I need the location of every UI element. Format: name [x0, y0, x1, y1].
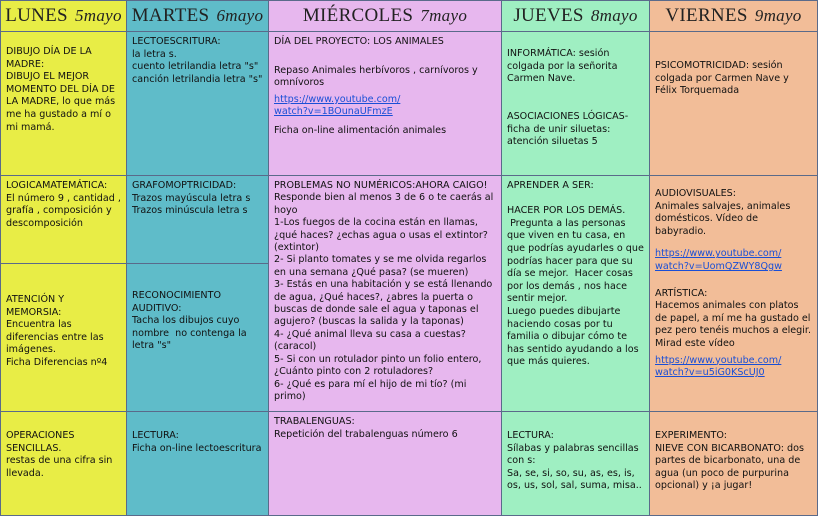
cell-text: LECTOESCRITURA: la letra s. cuento letrilandia letra "s" canción letrilandia letra "s": [132, 36, 263, 85]
cell-text: INFORMÁTICA: sesión colgada por la señorita Carmen Nave. ASOCIACIONES LÓGICAS-ficha de unir siluetas: atención siluetas 5: [507, 48, 629, 148]
miercoles-cell-4: [268, 411, 502, 516]
header-day: VIERNES: [665, 5, 748, 26]
cell-text: EXPERIMENTO: NIEVE CON BICARBONATO: dos partes de bicarbonato, una de agua (un poco de purpurina opcional) y ¡a jugar!: [655, 430, 804, 492]
viernes-cell-4: [649, 411, 818, 516]
cell-text: LOGICAMATEMÁTICA: El número 9 , cantidad , grafía , composición y descomposición: [6, 180, 121, 229]
header-day: JUEVES: [513, 5, 584, 26]
artistica-text: ARTÍSTICA: Hacemos animales con platos de papel, a mí me ha gustado el pez pero tenéis muchos a elegir. Mirad este vídeo: [655, 287, 812, 349]
header-viernes: [649, 0, 818, 32]
jueves-cell-2: [501, 175, 650, 412]
cell-text: DIBUJO DÍA DE LA MADRE: DIBUJO EL MEJOR MOMENTO DEL DÍA DE LA MADRE, lo que más me ha gustado a mí o mi mamá.: [6, 46, 116, 133]
audiovisuales-text: AUDIOVISUALES: Animales salvajes, animales domésticos. Vídeo de babyradio.: [655, 188, 791, 237]
header-day: MARTES: [131, 5, 210, 26]
cell-text-tail: Ficha on-line alimentación animales: [274, 124, 447, 136]
viernes-cell-2: [649, 175, 818, 412]
miercoles-cell-2: [268, 175, 502, 412]
lunes-cell-3: [0, 263, 127, 412]
header-date: 7mayo: [420, 6, 468, 25]
cell-text: LECTURA: Sílabas y palabras sencillas con s: Sa, se, si, so, su, as, es, is, os, us, sol, sal, suma, misa..: [507, 430, 642, 492]
cell-text: LECTURA: Ficha on-line lectoescritura: [132, 430, 262, 454]
header-martes: [126, 0, 269, 32]
martes-cell-2: [126, 175, 269, 264]
header-date: 9mayo: [754, 6, 802, 25]
cell-title: DÍA DEL PROYECTO: LOS ANIMALES: [274, 36, 444, 47]
header-lunes: [0, 0, 127, 32]
cell-text: PSICOMOTRICIDAD: sesión colgada por Carmen Nave y Félix Torquemada: [655, 60, 792, 97]
cell-text: RECONOCIMIENTO AUDITIVO: Tacha los dibujos cuyo nombre no contenga la letra "s": [132, 290, 247, 352]
header-date: 6mayo: [216, 6, 264, 25]
cell-text: TRABALENGUAS: Repetición del trabalenguas número 6: [274, 416, 458, 440]
lunes-cell-2: [0, 175, 127, 264]
cell-text: GRAFOMOPTRICIDAD: Trazos mayúscula letra s Trazos minúscula letra s: [132, 180, 251, 217]
lunes-cell-4: [0, 411, 127, 516]
header-jueves: [501, 0, 650, 32]
youtube-link[interactable]: https://www.youtube.com/watch?v=1BOunaUFmzE: [274, 93, 401, 118]
header-date: 5mayo: [74, 6, 122, 25]
cell-text: PROBLEMAS NO NUMÉRICOS:AHORA CAIGO! Responde bien al menos 3 de 6 o te caerás al hoyo 1-Los fuegos de la cocina están en llamas, ¿qué haces? ¿echas agua o usas el extintor? (extintor) 2- Si planto tomates y se me olvida regarlos en una semana ¿Qué pasa? (se mueren) 3- Estás en una habitación y se está llenando de agua, ¿Qué haces?, ¿abres la puerta o buscas de donde sale el agua y taponas el agujero? (buscas la salida y la taponas) 4- ¿Qué animal lleva su casa a cuestas? (caracol) 5- Si con un rotulador pinto un folio entero, ¿Cuánto pinto con 2 rotuladores? 6- ¿Qué es para mí el hijo de mi tío? (mi primo): [274, 180, 494, 402]
martes-cell-1: [126, 31, 269, 176]
header-date: 8mayo: [590, 6, 638, 25]
jueves-cell-4: [501, 411, 650, 516]
martes-cell-4: [126, 411, 269, 516]
cell-text: OPERACIONES SENCILLAS. restas de una cifra sin llevada.: [6, 430, 113, 479]
jueves-cell-1: [501, 31, 650, 176]
martes-cell-3: [126, 263, 269, 412]
youtube-link[interactable]: https://www.youtube.com/watch?v=u5iG0KScUJ0: [655, 354, 782, 379]
youtube-link[interactable]: https://www.youtube.com/watch?v=UomQZWY8Qgw: [655, 248, 782, 272]
miercoles-cell-1: [268, 31, 502, 176]
lunes-cell-1: [0, 31, 127, 176]
viernes-cell-1: [649, 31, 818, 176]
cell-text: Repaso Animales herbívoros , carnívoros y omnívoros: [274, 64, 481, 89]
header-day: LUNES: [5, 5, 68, 26]
cell-text: ATENCIÓN Y MEMORSIA: Encuentra las diferencias entre las imágenes. Ficha Diferencias nº4: [6, 294, 108, 368]
header-miercoles: [268, 0, 502, 32]
header-day: MIÉRCOLES: [302, 5, 414, 26]
cell-text: APRENDER A SER: HACER POR LOS DEMÁS. Pregunta a las personas que viven en tu casa, en que podrías ayudarles o que podrías hacer para que su día se mejor. Hacer cosas por los demás , nos hace sentir mejor. Luego puedes dibujarte haciendo cosas por tu familia o dibujar cómo te has sentido ayudando a los que más quieres.: [507, 180, 644, 368]
